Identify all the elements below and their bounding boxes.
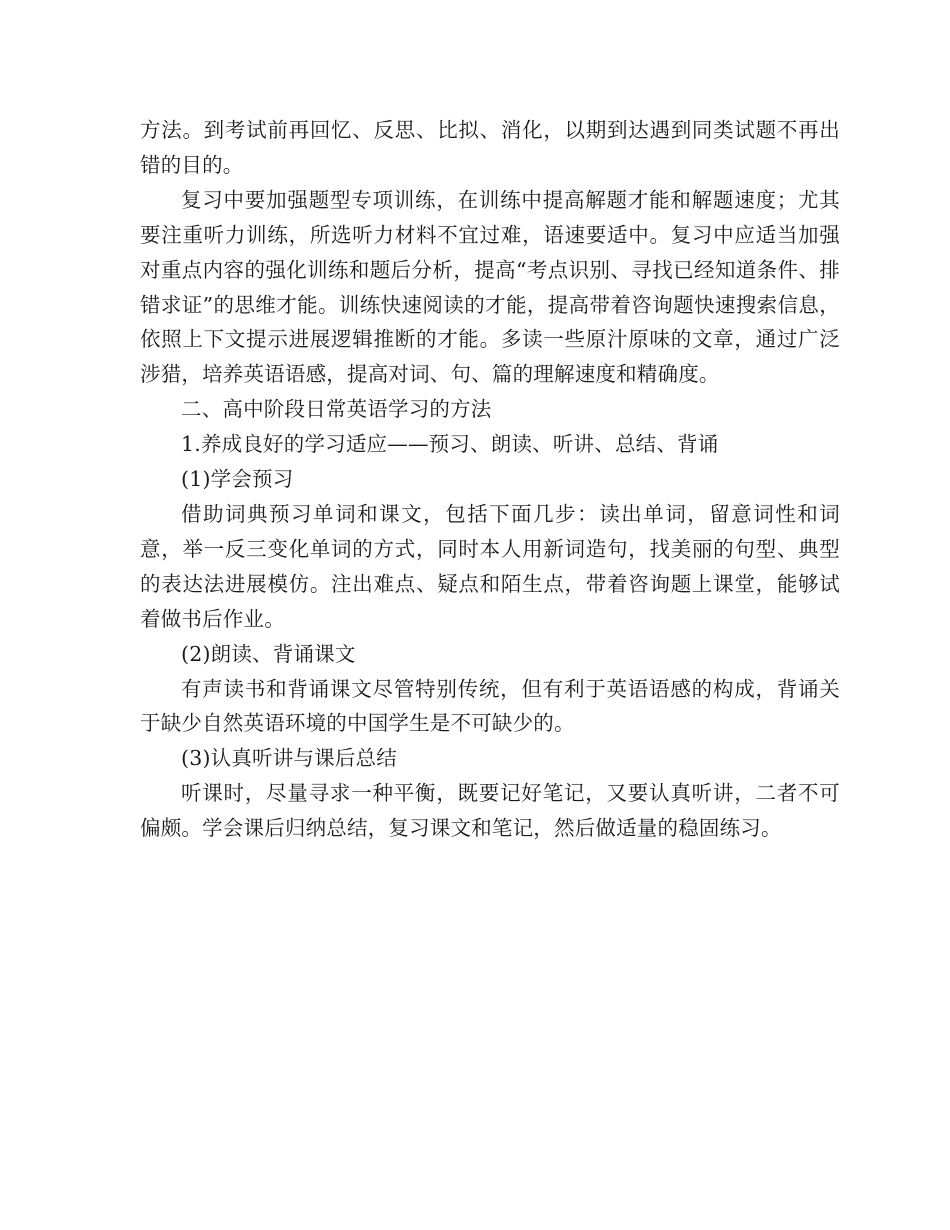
paragraph-preview: 借助词典预习单词和课文，包括下面几步：读出单词，留意词性和词意，举一反三变化单词的方式，同时本人用新词造句，找美丽的句型、典型的表达法进展模仿。注出难点、疑点和陌生点，带着咨询题上课堂，能够试着做书后作业。 — [140, 501, 840, 631]
section-heading-daily-methods: 二、高中阶段日常英语学习的方法 — [181, 397, 492, 422]
paragraph-reading-reciting: 有声读书和背诵课文尽管特别传统，但有利于英语语感的构成，背诵关于缺少自然英语环境的中国学生是不可缺少的。 — [140, 676, 840, 736]
document-body — [140, 113, 840, 846]
subheading-good-habits: 1.养成良好的学习适应——预习、朗读、听讲、总结、背诵 — [181, 432, 719, 457]
subheading-preview: (1)学会预习 — [181, 467, 294, 492]
subheading-reading-reciting: (2)朗读、背诵课文 — [181, 641, 356, 666]
paragraph-listening-summary: 听课时，尽量寻求一种平衡，既要记好笔记，又要认真听讲，二者不可偏颇。学会课后归纳总结，复习课文和笔记，然后做适量的稳固练习。 — [140, 781, 840, 841]
paragraph-continuation: 方法。到考试前再回忆、反思、比拟、消化，以期到达遇到同类试题不再出错的目的。 — [140, 118, 840, 177]
subheading-listening-summary: (3)认真听讲与课后总结 — [181, 746, 397, 771]
paragraph-review-training: 复习中要加强题型专项训练，在训练中提高解题才能和解题速度；尤其要注重听力训练，所选听力材料不宜过难，语速要适中。复习中应适当加强对重点内容的强化训练和题后分析，提高“考点识别、寻找已经知道条件、排错求证”的思维才能。训练快速阅读的才能，提高带着咨询题快速搜索信息，依照上下文提示进展逻辑推断的才能。多读一些原汁原味的文章，通过广泛涉猎，培养英语语感，提高对词、句、篇的理解速度和精确度。 — [140, 187, 840, 387]
